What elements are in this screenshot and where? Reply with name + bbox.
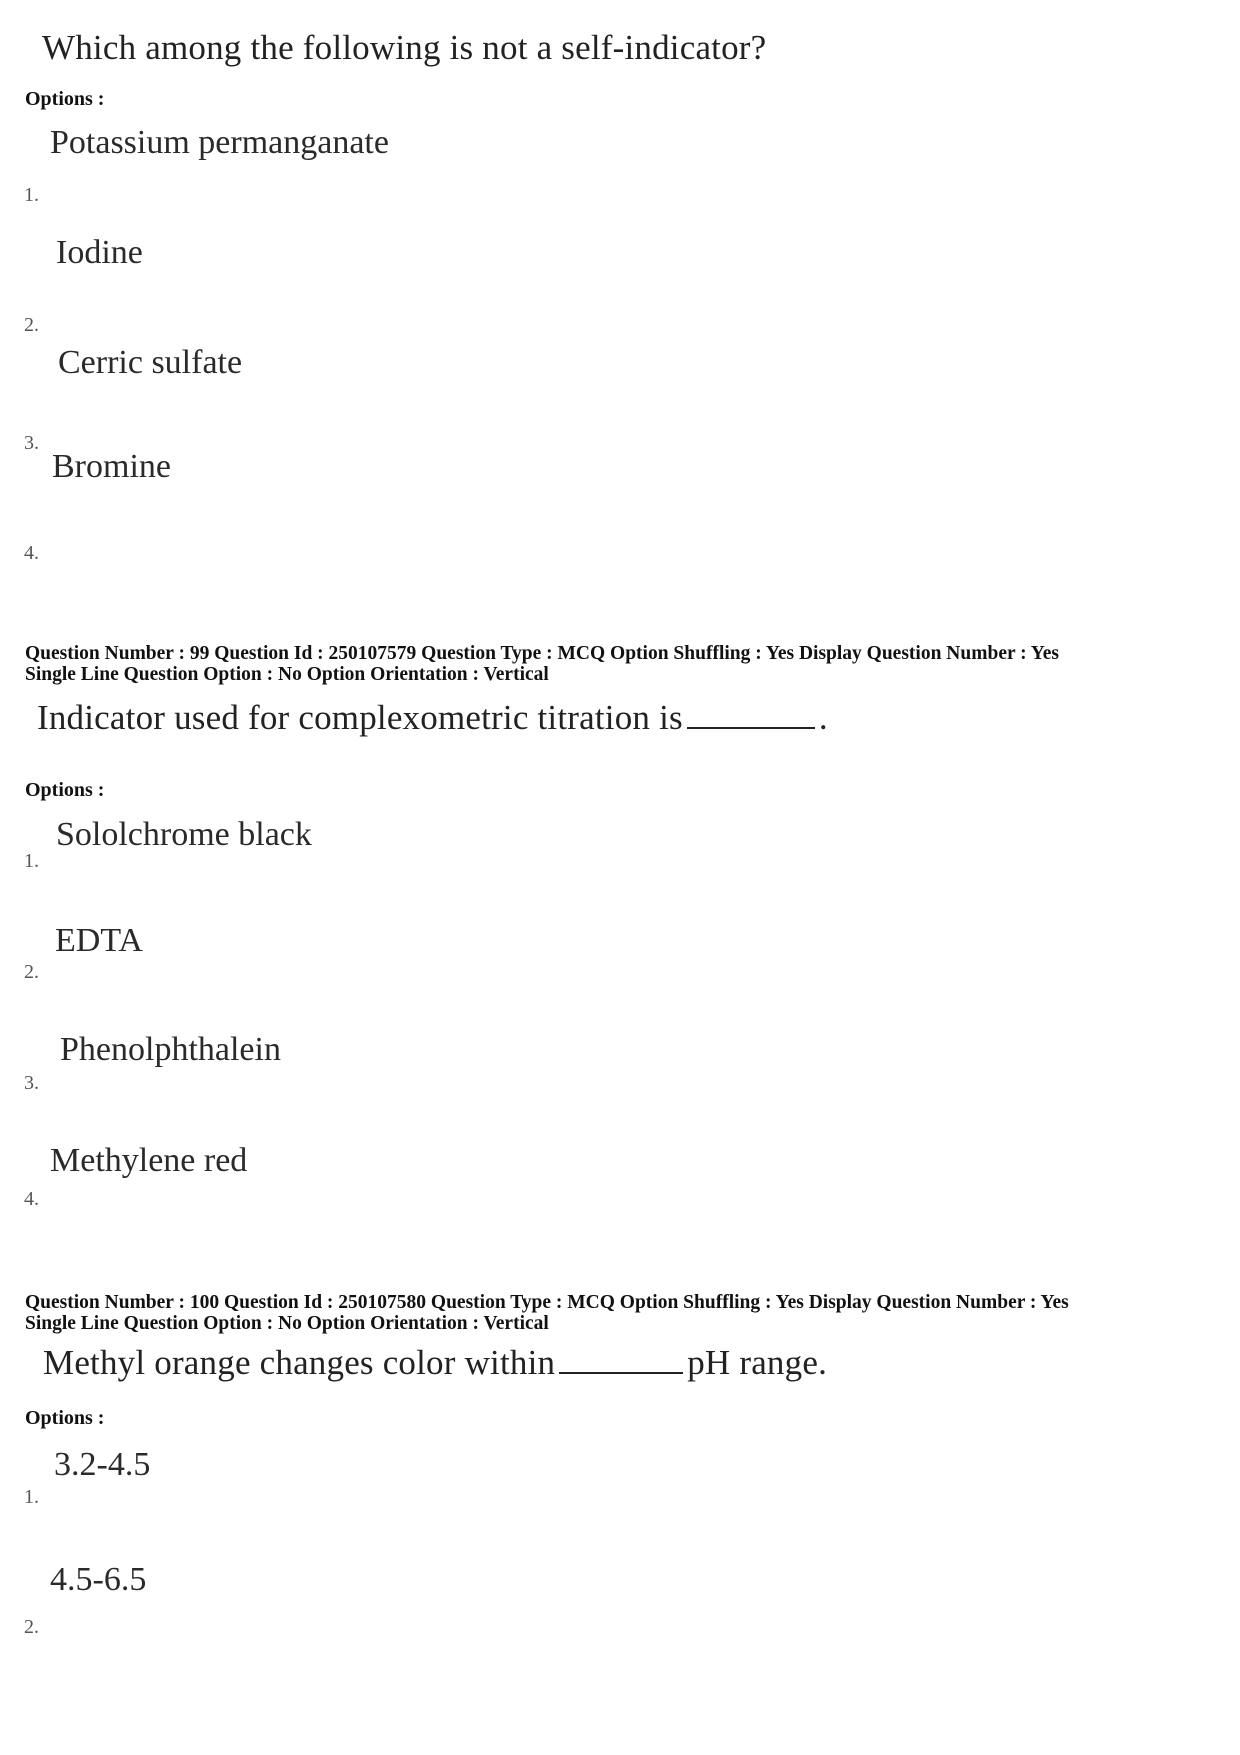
question-98-options-label: Options : [25,88,105,110]
question-99-option-1-text: Sololchrome black [56,816,312,853]
question-99-option-1-number: 1. [24,850,39,872]
question-100-text [43,1343,827,1383]
question-100-option-1-number: 1. [24,1486,39,1508]
question-98-option-2-number: 2. [24,314,39,336]
question-98-option-1-number: 1. [24,184,39,206]
question-100-option-2-text: 4.5-6.5 [50,1561,147,1598]
question-100-option-1-text: 3.2-4.5 [54,1446,151,1483]
question-98-text: Which among the following is not a self-indicator? [42,28,767,67]
question-99-option-3-number: 3. [24,1072,39,1094]
question-99-option-2-number: 2. [24,961,39,983]
question-98-option-3-number: 3. [24,432,39,454]
question-99-option-3-text: Phenolphthalein [60,1031,281,1068]
question-98-option-2-text: Iodine [56,234,143,271]
question-100-answer-blank [559,1371,683,1374]
question-99-option-2-text: EDTA [55,922,143,959]
question-98-option-3-text: Cerric sulfate [58,344,243,381]
question-100-option-2-number: 2. [24,1616,39,1638]
question-100-text-before-blank: Methyl orange changes color within [43,1343,556,1382]
question-100-meta-line-1: Question Number : 100 Question Id : 250107580 Question Type : MCQ Option Shuffling : Yes Display Question Number : Yes [25,1292,1069,1313]
question-99-meta-line-2: Single Line Question Option : No Option Orientation : Vertical [25,664,549,685]
question-98-option-1-text: Potassium permanganate [50,124,389,161]
question-99-option-4-text: Methylene red [50,1142,248,1179]
question-100-meta-line-2: Single Line Question Option : No Option Orientation : Vertical [25,1313,549,1334]
question-100-text-after-blank: pH range. [687,1343,828,1382]
question-99-option-4-number: 4. [24,1188,39,1210]
question-99-text-after-blank: . [818,698,828,737]
question-98-option-4-number: 4. [24,542,39,564]
question-99-meta-line-1: Question Number : 99 Question Id : 250107579 Question Type : MCQ Option Shuffling : Yes Display Question Number : Yes [25,643,1059,664]
question-99-answer-blank [687,726,815,729]
question-99-options-label: Options : [25,779,105,801]
question-98-option-4-text: Bromine [52,448,171,485]
question-99-text [37,698,828,738]
question-100-options-label: Options : [25,1407,105,1429]
question-99-text-before-blank: Indicator used for complexometric titration is [37,698,683,737]
